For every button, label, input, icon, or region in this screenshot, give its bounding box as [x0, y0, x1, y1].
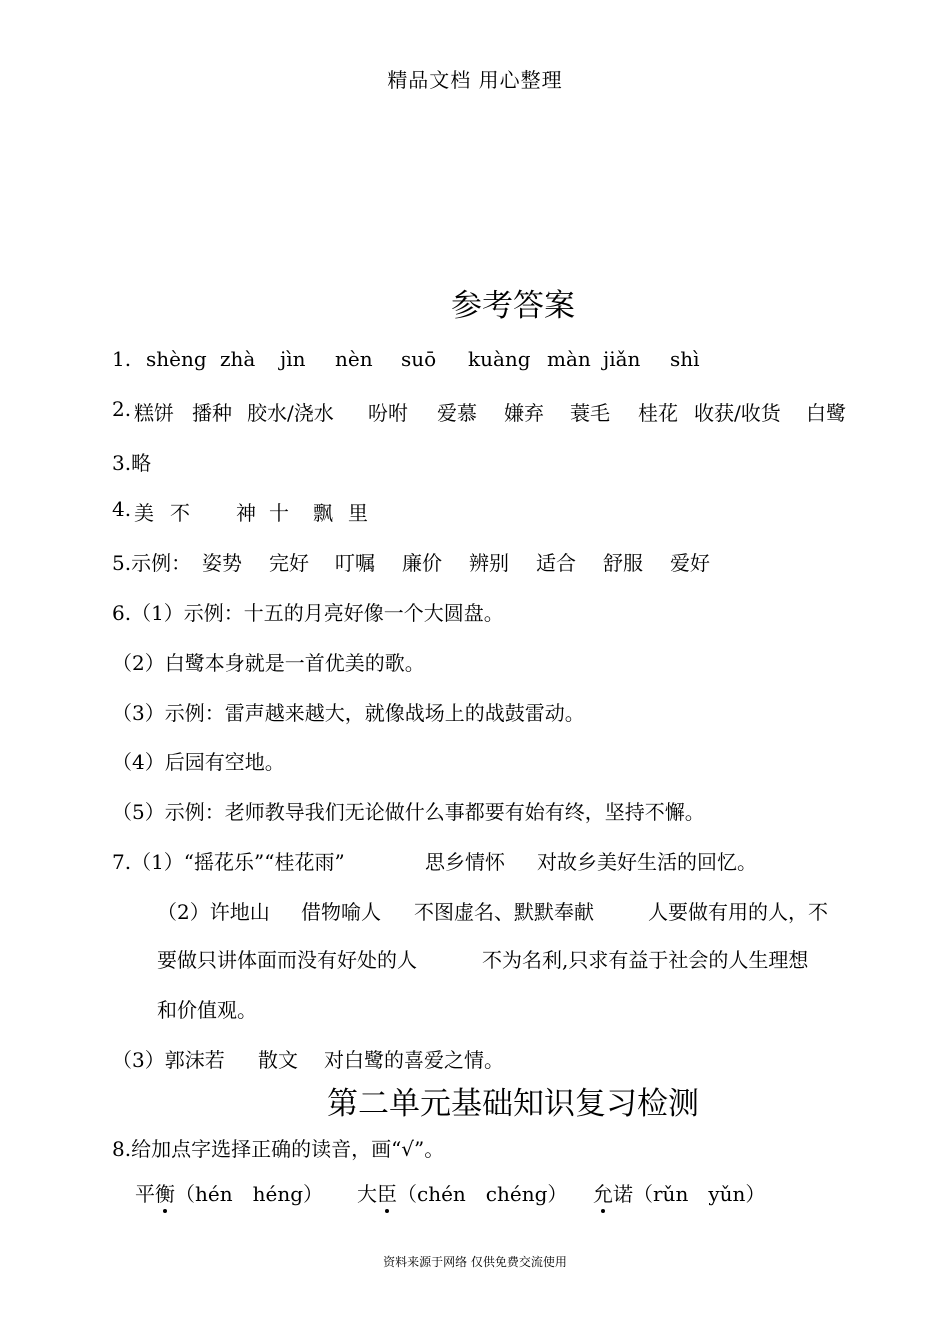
answer-6-2: （2）白鹭本身就是一首优美的歌。	[112, 651, 425, 675]
pinyin-item: nèn	[335, 347, 373, 371]
q7-part: 不图虚名、默默奉献	[414, 900, 594, 924]
page-title: 参考答案	[451, 288, 575, 324]
char-item: 不	[170, 501, 190, 525]
answer-4	[112, 497, 368, 525]
word-item: 吩咐	[368, 401, 408, 425]
word-item: 辨别	[469, 551, 509, 575]
answer-2	[112, 397, 846, 425]
answer-5	[112, 547, 710, 576]
pinyin-item: shì	[670, 347, 700, 371]
answer-6-4: （4）后园有空地。	[112, 750, 285, 774]
q1-num: 1.	[112, 347, 132, 371]
q7-part: 对故乡美好生活的回忆。	[537, 850, 757, 874]
word-2	[357, 1178, 567, 1207]
answer-7-3	[157, 944, 809, 973]
dotted-char: 允	[593, 1178, 613, 1207]
char: 大	[357, 1182, 377, 1206]
page-header: 精品文档 用心整理	[387, 68, 563, 92]
q5-prefix: 5.示例：	[112, 551, 192, 575]
pinyin-options: （rǔn yǔn）	[633, 1182, 766, 1206]
q7-part: 借物喻人	[301, 900, 381, 924]
word-item: 桂花	[638, 401, 678, 425]
answer-7-4: 和价值观。	[157, 998, 257, 1022]
word-item: 舒服	[603, 551, 643, 575]
word-item: 嫌弃	[504, 401, 544, 425]
q4-num: 4.	[112, 497, 132, 521]
char-item: 飘	[313, 501, 333, 525]
answer-7-2	[157, 896, 828, 925]
dotted-char: 臣	[377, 1178, 397, 1207]
word-item: 叮嘱	[335, 551, 375, 575]
answer-6-3: （3）示例：雷声越来越大，就像战场上的战鼓雷动。	[112, 701, 585, 725]
word-item: 糕饼	[134, 401, 174, 425]
answer-6-5: （5）示例：老师教导我们无论做什么事都要有始有终，坚持不懈。	[112, 800, 705, 824]
answer-7-1	[112, 846, 757, 875]
pinyin-item: shèng	[146, 347, 207, 371]
pinyin-item: suō	[401, 347, 437, 371]
pinyin-item: màn	[547, 347, 591, 371]
pinyin-item: zhà	[220, 347, 256, 371]
section-title: 第二单元基础知识复习检测	[327, 1086, 699, 1122]
word-1	[135, 1182, 323, 1206]
question-8-prompt: 8.给加点字选择正确的读音，画“√”。	[112, 1137, 445, 1161]
char: 平	[135, 1182, 155, 1206]
word-item: 白鹭	[806, 401, 846, 425]
q7-part: （2）许地山	[157, 900, 270, 924]
q7-part: 散文	[258, 1048, 298, 1072]
word-item: 胶水/浇水	[247, 401, 334, 425]
answer-6-1: 6.（1）示例：十五的月亮好像一个大圆盘。	[112, 601, 504, 625]
dotted-char: 衡	[155, 1178, 175, 1207]
char: 诺	[613, 1182, 633, 1206]
q7-part: 思乡情怀	[425, 850, 505, 874]
q7-part: 不为名利,只求有益于社会的人生理想	[482, 948, 809, 972]
char-item: 里	[348, 501, 368, 525]
q7-part: 要做只讲体面而没有好处的人	[157, 948, 417, 972]
word-item: 姿势	[202, 551, 242, 575]
char-item: 美	[134, 501, 154, 525]
q7-part: 7.（1）“摇花乐”“桂花雨”	[112, 850, 345, 874]
pinyin-options: （chén chéng）	[397, 1182, 568, 1206]
pinyin-item: kuàng	[468, 347, 531, 371]
q7-part: 对白鹭的喜爱之情。	[324, 1048, 504, 1072]
word-3	[593, 1178, 765, 1207]
q2-num: 2.	[112, 397, 132, 421]
word-item: 爱慕	[437, 401, 477, 425]
answer-1	[112, 347, 700, 371]
pinyin-item: jiǎn	[603, 347, 641, 371]
char-item: 十	[269, 501, 289, 525]
q7-part: 人要做有用的人，不	[648, 900, 828, 924]
question-8-options	[135, 1178, 766, 1207]
word-item: 收获/收货	[694, 401, 781, 425]
word-item: 完好	[269, 551, 309, 575]
char-item: 神	[236, 501, 256, 525]
answer-3: 3.略	[112, 451, 152, 475]
q7-part: （3）郭沫若	[112, 1048, 225, 1072]
word-item: 蓑毛	[570, 401, 610, 425]
answer-7-5	[112, 1044, 504, 1073]
word-item: 廉价	[402, 551, 442, 575]
pinyin-item: jìn	[280, 347, 306, 371]
pinyin-options: （hén héng）	[175, 1182, 323, 1206]
word-item: 适合	[536, 551, 576, 575]
page-footer: 资料来源于网络 仅供免费交流使用	[383, 1255, 567, 1269]
word-item: 播种	[192, 401, 232, 425]
word-item: 爱好	[670, 551, 710, 575]
